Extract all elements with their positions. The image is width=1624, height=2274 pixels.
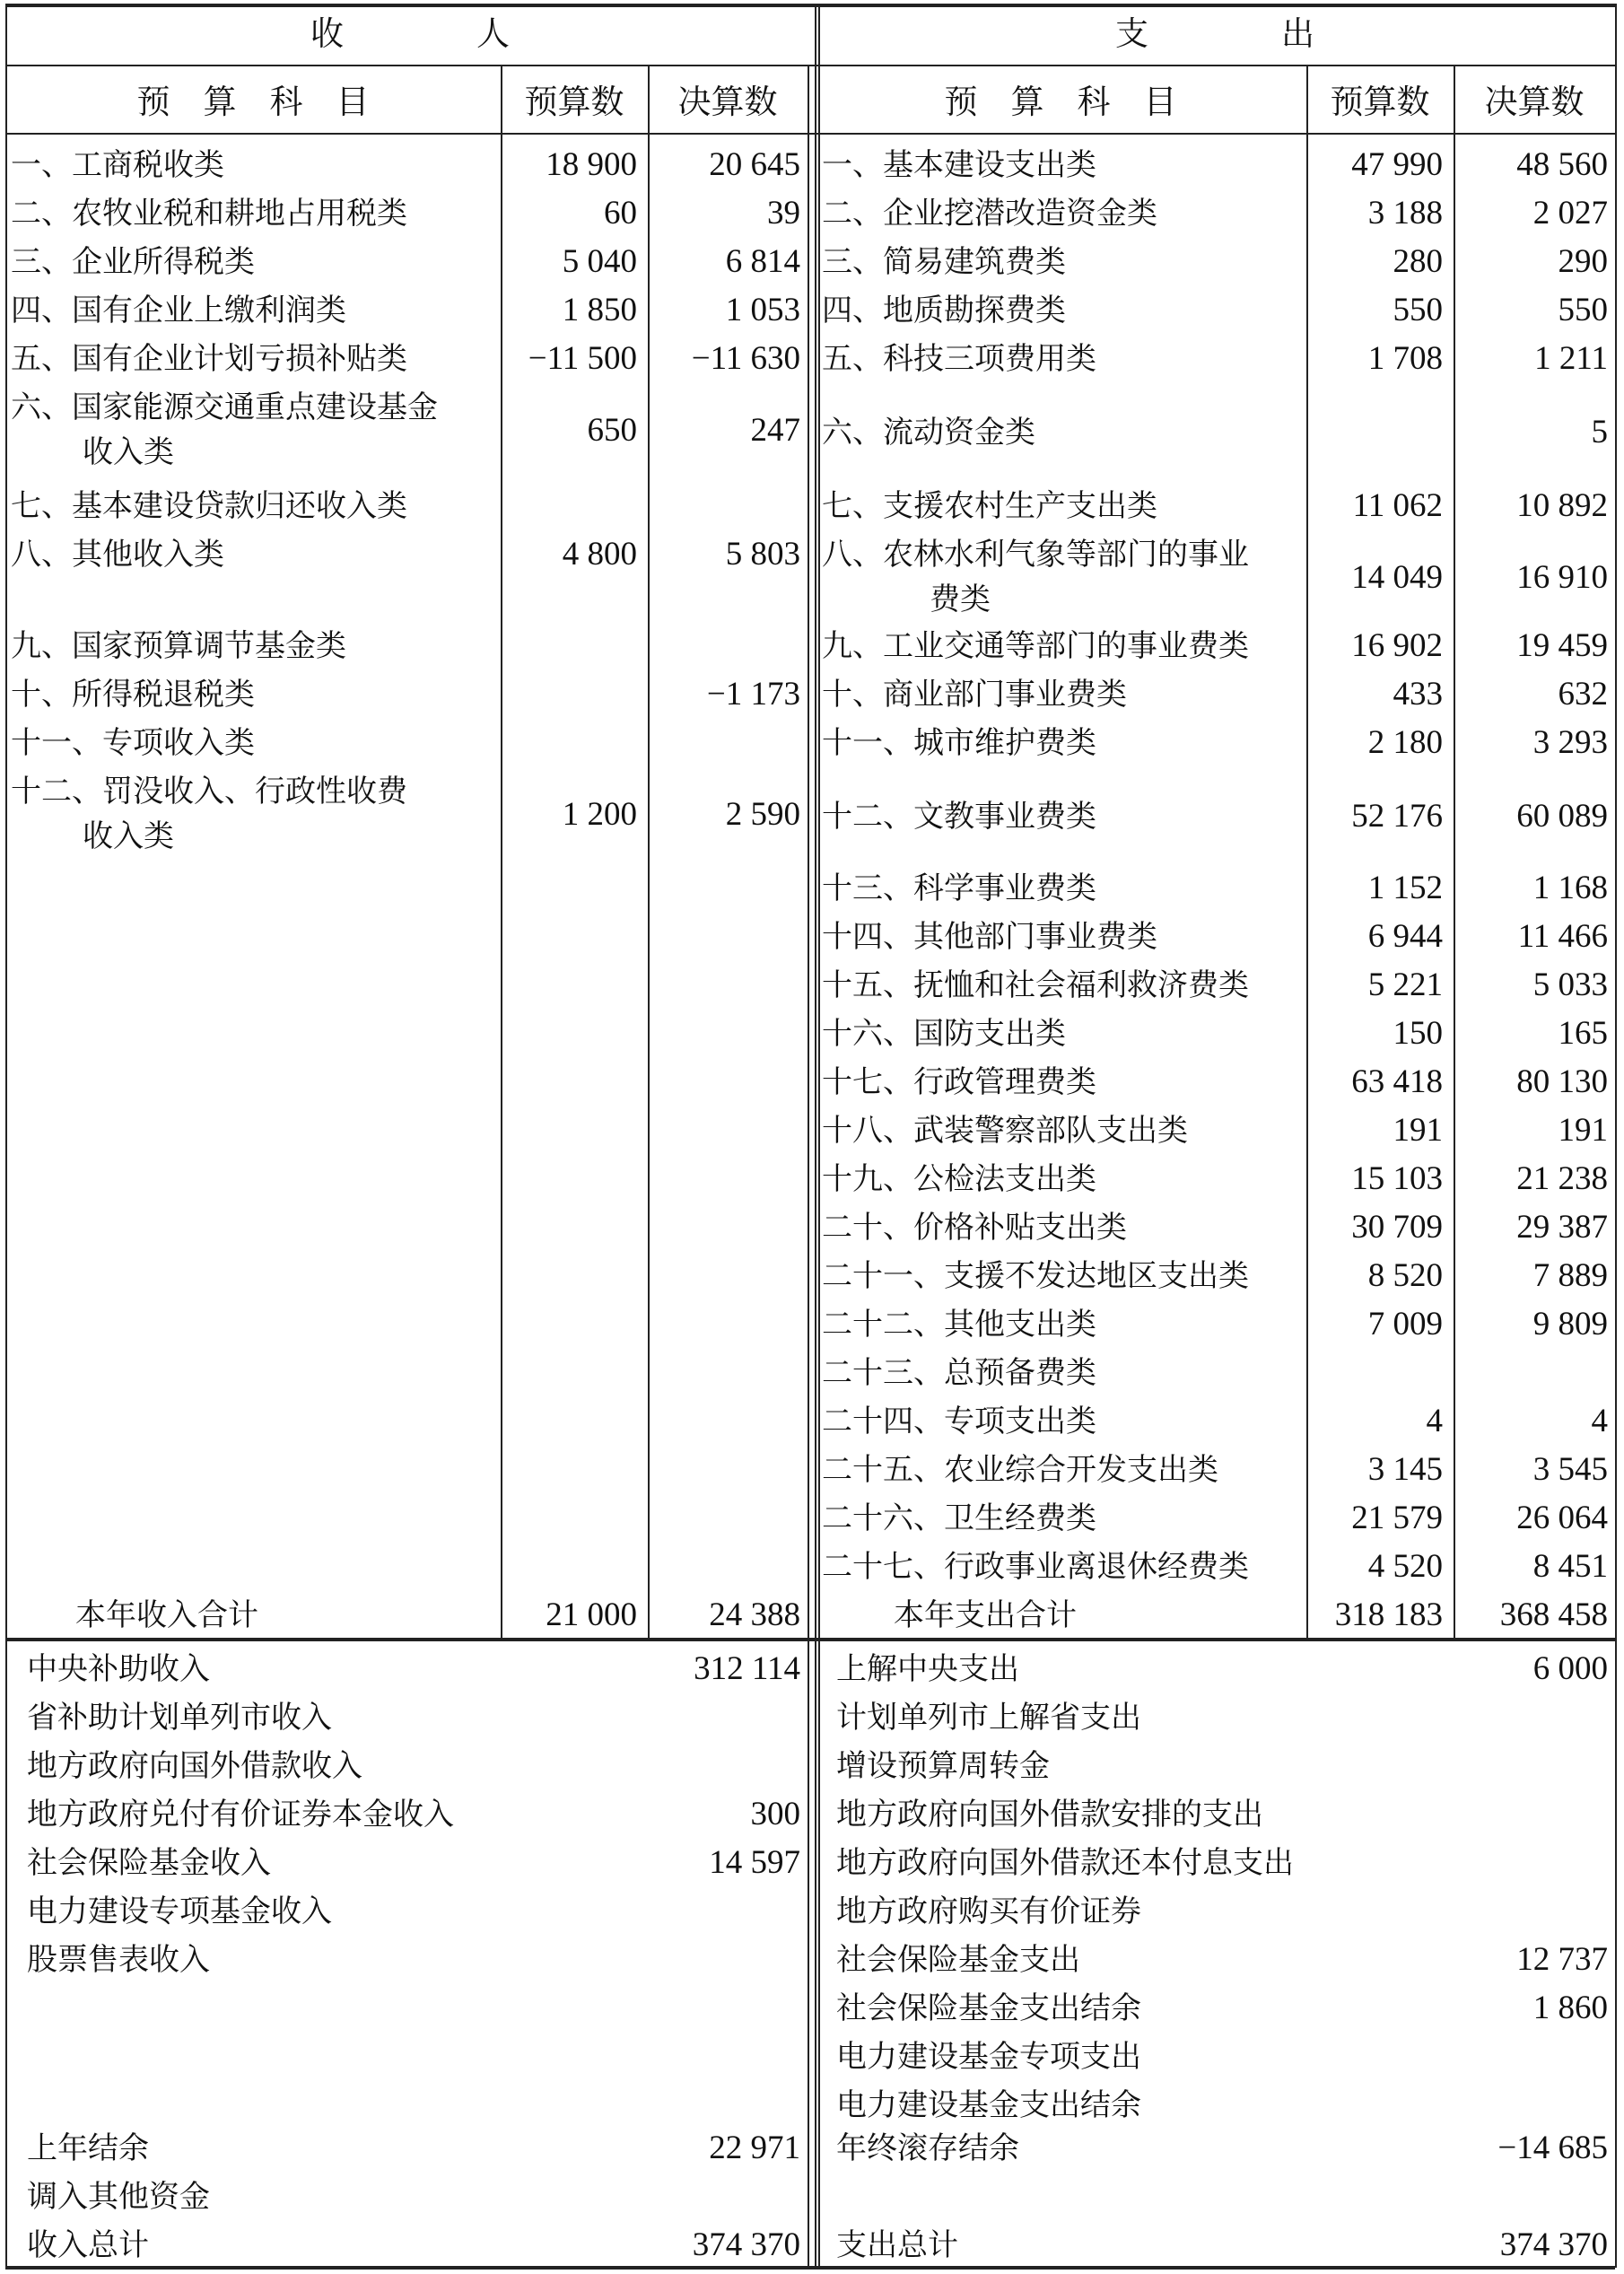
expense-final-value: 19 459 [1516,627,1608,664]
income-tail-value: 22 971 [709,2130,800,2166]
expense-final-value: 165 [1558,1015,1608,1052]
expense-final-value: 10 892 [1516,487,1608,524]
income-final-value: 247 [750,412,800,449]
expense-final-value: 16 910 [1516,559,1608,596]
expense-item-label: 十五、抚恤和社会福利救济费类 [822,967,1249,1003]
income-item-label: 九、国家预算调节基金类 [11,628,346,664]
expense-tail-label: 年终滚存结余 [836,2130,1019,2166]
expense-budget-value: 280 [1393,243,1443,280]
expense-final-value: 48 560 [1516,146,1608,183]
expense-budget-value: 2 180 [1367,724,1443,761]
expense-item-label: 十、商业部门事业费类 [822,677,1127,713]
expense-item-label: 十六、国防支出类 [822,1016,1066,1052]
expense-budget-value: 3 145 [1367,1451,1443,1488]
expense-item-label: 十一、城市维护费类 [822,725,1096,761]
expense-final-value: 5 [1591,414,1608,450]
expense-item-label: 二十二、其他支出类 [822,1307,1096,1343]
expense-other-value: 6 000 [1532,1650,1608,1687]
expense-other-label: 社会保险基金支出 [836,1942,1080,1978]
expense-item-label: 十八、武装警察部队支出类 [822,1113,1188,1149]
expense-total-label: 本年支出合计 [894,1597,1077,1633]
expense-item-label: 十三、科学事业费类 [822,870,1096,906]
expense-budget-value: 550 [1393,292,1443,328]
income-final-value: 2 590 [725,796,800,833]
expense-other-label: 地方政府购买有价证券 [836,1894,1141,1929]
expense-item-label: 八、农林水利气象等部门的事业 [822,537,1249,573]
expense-final-value: 21 238 [1516,1160,1608,1197]
expense-budget-value: 8 520 [1367,1257,1443,1294]
expense-budget-value: 21 579 [1351,1500,1443,1536]
expense-final-value: 550 [1558,292,1608,328]
income-budget-value: 650 [587,412,637,449]
expense-item-label: 六、流动资金类 [822,415,1035,450]
income-final-value: 20 645 [709,146,800,183]
expense-budget-value: 433 [1393,676,1443,713]
expense-item-label: 一、基本建设支出类 [822,147,1096,183]
expense-other-label: 增设预算周转金 [836,1748,1050,1784]
expense-item-label: 十七、行政管理费类 [822,1064,1096,1100]
expense-other-label: 上解中央支出 [836,1651,1019,1687]
income-final-value: 1 053 [725,292,800,328]
income-header: 收 人 [310,14,510,53]
expense-item-label: 二、企业挖潜改造资金类 [822,196,1157,232]
expense-item-label: 九、工业交通等部门的事业费类 [822,628,1249,664]
expense-item-label: 二十六、卫生经费类 [822,1500,1096,1536]
expense-other-label: 电力建设基金专项支出 [836,2039,1141,2075]
expense-subject-header: 预 算 科 目 [944,83,1177,121]
expense-budget-value: 1 152 [1367,870,1443,906]
expense-final-value: 2 027 [1532,195,1608,232]
income-budget-value: 60 [604,195,637,232]
income-final-value: 6 814 [725,243,800,280]
expense-final-value: 7 889 [1532,1257,1608,1294]
expense-item-label: 五、科技三项费用类 [822,341,1096,377]
expense-item-label: 二十四、专项支出类 [822,1404,1096,1439]
income-final-value: 39 [767,195,800,232]
income-budget-value: 18 900 [546,146,637,183]
income-final-value: 5 803 [725,536,800,573]
expense-budget-value: 63 418 [1351,1063,1443,1100]
expense-other-value: 1 860 [1532,1990,1608,2026]
expense-final-value: 191 [1558,1112,1608,1149]
expense-final-value: 29 387 [1516,1209,1608,1246]
income-item-label: 七、基本建设贷款归还收入类 [11,488,407,524]
income-budget-value: 1 850 [562,292,637,328]
income-item-label: 一、工商税收类 [11,147,224,183]
expense-final-value: 8 451 [1532,1548,1608,1585]
expense-total-budget: 318 183 [1334,1596,1443,1633]
income-item-label-cont: 收入类 [83,818,174,854]
expense-final-value: 60 089 [1516,798,1608,835]
income-item-label: 十、所得税退税类 [11,677,255,713]
expense-header: 支 出 [1115,14,1314,53]
income-total-label: 本年收入合计 [75,1597,258,1633]
expense-budget-value: 1 708 [1367,340,1443,377]
expense-budget-value: 52 176 [1351,798,1443,835]
income-other-label: 中央补助收入 [27,1651,210,1687]
expense-final-value: 26 064 [1516,1500,1608,1536]
expense-other-value: 12 737 [1516,1941,1608,1978]
income-other-value: 312 114 [694,1650,800,1687]
expense-item-label: 十九、公检法支出类 [822,1161,1096,1197]
expense-budget-value: 11 062 [1352,487,1443,524]
expense-final-header: 决算数 [1484,83,1585,121]
expense-item-label: 二十五、农业综合开发支出类 [822,1452,1218,1488]
income-other-label: 股票售表收入 [27,1942,210,1978]
expense-budget-value: 150 [1393,1015,1443,1052]
income-final-value: −11 630 [691,340,800,377]
expense-item-label: 四、地质勘探费类 [822,293,1066,328]
expense-item-label: 十二、文教事业费类 [822,799,1096,835]
expense-final-value: 5 033 [1532,966,1608,1003]
expense-final-value: 3 545 [1532,1451,1608,1488]
expense-final-value: 1 211 [1534,340,1608,377]
income-subject-header: 预 算 科 目 [136,83,370,121]
expense-item-label: 十四、其他部门事业费类 [822,919,1157,955]
income-item-label: 三、企业所得税类 [11,244,255,280]
expense-tail-value: 374 370 [1499,2226,1608,2263]
income-other-value: 14 597 [709,1844,800,1881]
expense-budget-value: 7 009 [1367,1306,1443,1343]
expense-item-label: 二十一、支援不发达地区支出类 [822,1258,1249,1294]
income-budget-value: −11 500 [528,340,637,377]
expense-final-value: 11 466 [1517,918,1608,955]
income-other-label: 地方政府向国外借款收入 [27,1748,362,1784]
income-tail-label: 上年结余 [27,2130,149,2166]
income-other-label: 社会保险基金收入 [27,1845,271,1881]
income-item-label: 十一、专项收入类 [11,725,255,761]
expense-budget-value: 14 049 [1351,559,1443,596]
income-item-label: 五、国有企业计划亏损补贴类 [11,341,407,377]
income-other-label: 电力建设专项基金收入 [27,1894,332,1929]
expense-other-label: 电力建设基金支出结余 [836,2087,1141,2123]
expense-budget-value: 5 221 [1367,966,1443,1003]
expense-budget-value: 4 [1426,1403,1443,1439]
income-tail-label: 收入总计 [27,2227,149,2263]
expense-budget-value: 30 709 [1351,1209,1443,1246]
expense-final-value: 4 [1591,1403,1608,1439]
expense-budget-header: 预算数 [1330,83,1430,121]
expense-item-label: 二十三、总预备费类 [822,1355,1096,1391]
expense-final-value: 9 809 [1532,1306,1608,1343]
income-tail-value: 374 370 [692,2226,800,2263]
expense-final-value: 3 293 [1532,724,1608,761]
expense-item-label: 三、简易建筑费类 [822,244,1066,280]
income-budget-value: 4 800 [562,536,637,573]
expense-other-label: 社会保险基金支出结余 [836,1990,1141,2026]
expense-total-final: 368 458 [1499,1596,1608,1633]
expense-final-value: 1 168 [1532,870,1608,906]
expense-budget-value: 6 944 [1367,918,1443,955]
income-other-value: 300 [750,1796,800,1832]
income-item-label: 六、国家能源交通重点建设基金 [11,389,438,425]
expense-other-label: 地方政府向国外借款安排的支出 [836,1797,1263,1832]
expense-other-label: 地方政府向国外借款还本付息支出 [836,1845,1294,1881]
expense-item-label: 二十七、行政事业离退休经费类 [822,1549,1249,1585]
income-other-label: 省补助计划单列市收入 [27,1700,332,1736]
income-item-label: 八、其他收入类 [11,537,224,573]
expense-budget-value: 16 902 [1351,627,1443,664]
expense-final-value: 80 130 [1516,1063,1608,1100]
expense-item-label: 七、支援农村生产支出类 [822,488,1157,524]
expense-tail-value: −14 685 [1497,2130,1608,2166]
income-item-label-cont: 收入类 [83,434,174,470]
expense-tail-label: 支出总计 [836,2227,958,2263]
expense-budget-value: 3 188 [1367,195,1443,232]
expense-item-label-cont: 费类 [930,582,991,617]
income-total-budget: 21 000 [546,1596,637,1633]
income-budget-header: 预算数 [524,83,624,121]
expense-final-value: 290 [1558,243,1608,280]
income-budget-value: 5 040 [562,243,637,280]
income-item-label: 十二、罚没收入、行政性收费 [11,774,407,809]
expense-budget-value: 4 520 [1367,1548,1443,1585]
income-final-value: −1 173 [706,676,800,713]
income-other-label: 地方政府兑付有价证券本金收入 [27,1797,454,1832]
expense-item-label: 二十、价格补贴支出类 [822,1210,1127,1246]
income-total-final: 24 388 [709,1596,800,1633]
income-tail-label: 调入其他资金 [27,2179,210,2215]
expense-budget-value: 15 103 [1351,1160,1443,1197]
expense-budget-value: 47 990 [1351,146,1443,183]
income-item-label: 四、国有企业上缴利润类 [11,293,346,328]
income-budget-value: 1 200 [562,796,637,833]
income-final-header: 决算数 [677,83,778,121]
expense-final-value: 632 [1558,676,1608,713]
expense-other-label: 计划单列市上解省支出 [836,1700,1141,1736]
income-item-label: 二、农牧业税和耕地占用税类 [11,196,407,232]
expense-budget-value: 191 [1393,1112,1443,1149]
